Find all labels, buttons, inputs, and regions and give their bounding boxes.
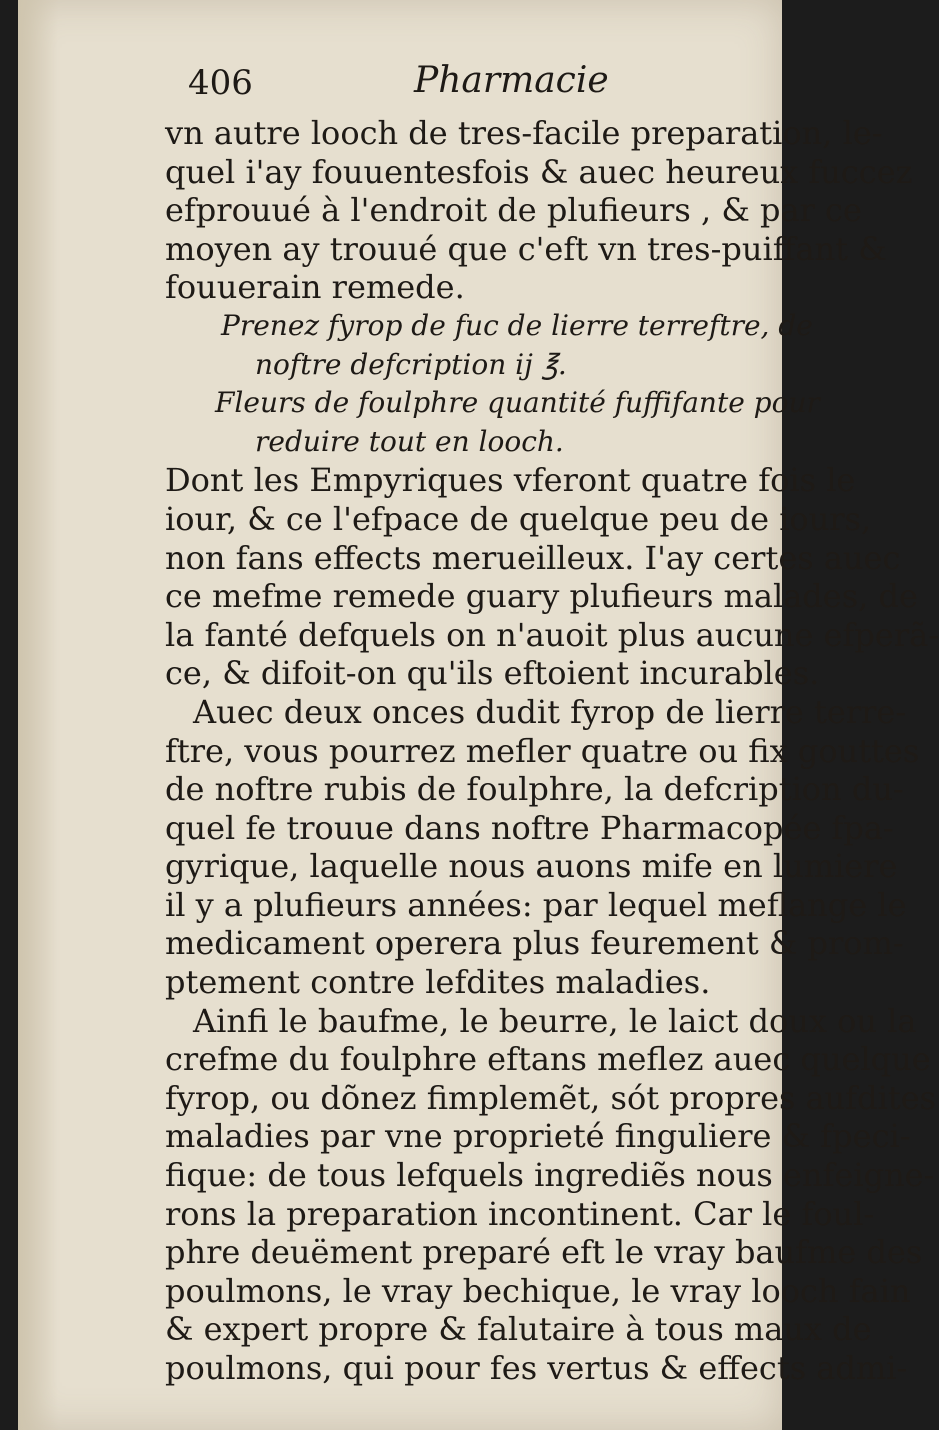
text-line: maladies par vne proprieté finguliere & fpeci- bbox=[165, 1117, 911, 1156]
text-line: crefme du foulphre eftans meflez auec quelque bbox=[165, 1040, 931, 1079]
text-line: poulmons, qui pour fes vertus & effects admi- bbox=[165, 1349, 908, 1387]
text-line: de noftre rubis de foulphre, la defcription du- bbox=[165, 770, 904, 809]
text-line: vn autre looch de tres-facile preparation, le- bbox=[165, 114, 883, 152]
paragraph bbox=[118, 692, 920, 1002]
recipe-line: Prenez fyrop de fuc de lierre terreftre, de bbox=[221, 308, 813, 342]
text-line: gyrique, laquelle nous auons mife en lumiere bbox=[165, 847, 898, 886]
running-head: Pharmacie bbox=[414, 60, 609, 101]
text-line: Auec deux onces dudit fyrop de lierre terre- bbox=[193, 692, 907, 731]
gutter-shadow bbox=[18, 0, 58, 1430]
paragraph bbox=[118, 461, 939, 693]
recipe-line: noftre defcription ij ℥. bbox=[255, 347, 567, 381]
page-header bbox=[118, 58, 804, 114]
text-line: poulmons, le vray bechique, le vray looch fain bbox=[165, 1271, 911, 1310]
text-line: Dont les Empyriques vferont quatre fois le bbox=[165, 461, 856, 500]
text-line: ce mefme remede guary plufieurs malades, de bbox=[165, 577, 918, 616]
paragraph bbox=[118, 1001, 937, 1388]
text-line: quel i'ay fouuentesfois & auec heureux fuccez bbox=[165, 152, 913, 191]
text-line: fouuerain remede. bbox=[165, 268, 465, 307]
text-line: ce, & difoit-on qu'ils eftoient incurables. bbox=[165, 654, 820, 693]
text-line: la fanté defquels on n'auoit plus aucune efperã- bbox=[165, 615, 939, 654]
text-line: il y a plufieurs années: par lequel meflange le bbox=[165, 885, 907, 924]
recipe-block bbox=[118, 307, 820, 461]
text-line: efprouué à l'endroit de plufieurs , & par ce bbox=[165, 191, 862, 230]
text-line: rons la preparation incontinent. Car le foul- bbox=[165, 1194, 875, 1233]
text-line: ptement contre lefdites maladies. bbox=[165, 963, 711, 1002]
text-line: moyen ay trouué que c'eft vn tres-puiffant & bbox=[165, 229, 887, 268]
text-line: fyrop, ou dõnez fimplemẽt, sót propres aufdites bbox=[165, 1078, 937, 1117]
text-line: medicament operera plus feurement & prom- bbox=[165, 924, 904, 963]
recipe-line: Fleurs de foulphre quantité fuffifante pour bbox=[215, 386, 820, 420]
page-text bbox=[118, 58, 939, 1388]
text-line: phre deuëment preparé eft le vray baufme des bbox=[165, 1233, 923, 1272]
paragraph bbox=[118, 114, 913, 307]
text-line: fique: de tous lefquels ingrediẽs nous enfeigne- bbox=[165, 1156, 935, 1195]
text-line: non fans effects merueilleux. I'ay certes auec bbox=[165, 538, 901, 577]
text-line: quel fe trouue dans noftre Pharmacopée fpa- bbox=[165, 808, 894, 847]
page-number: 406 bbox=[188, 63, 253, 103]
text-line: & expert propre & falutaire à tous maux de bbox=[165, 1310, 872, 1349]
text-line: Ainfi le baufme, le beurre, le laict doux ou la bbox=[193, 1001, 917, 1040]
text-line: ftre, vous pourrez mefler quatre ou fix gouttes bbox=[165, 731, 920, 770]
text-line: iour, & ce l'efpace de quelque peu de iours, bbox=[165, 499, 872, 538]
recipe-line: reduire tout en looch. bbox=[255, 424, 564, 458]
book-page bbox=[18, 0, 939, 1430]
